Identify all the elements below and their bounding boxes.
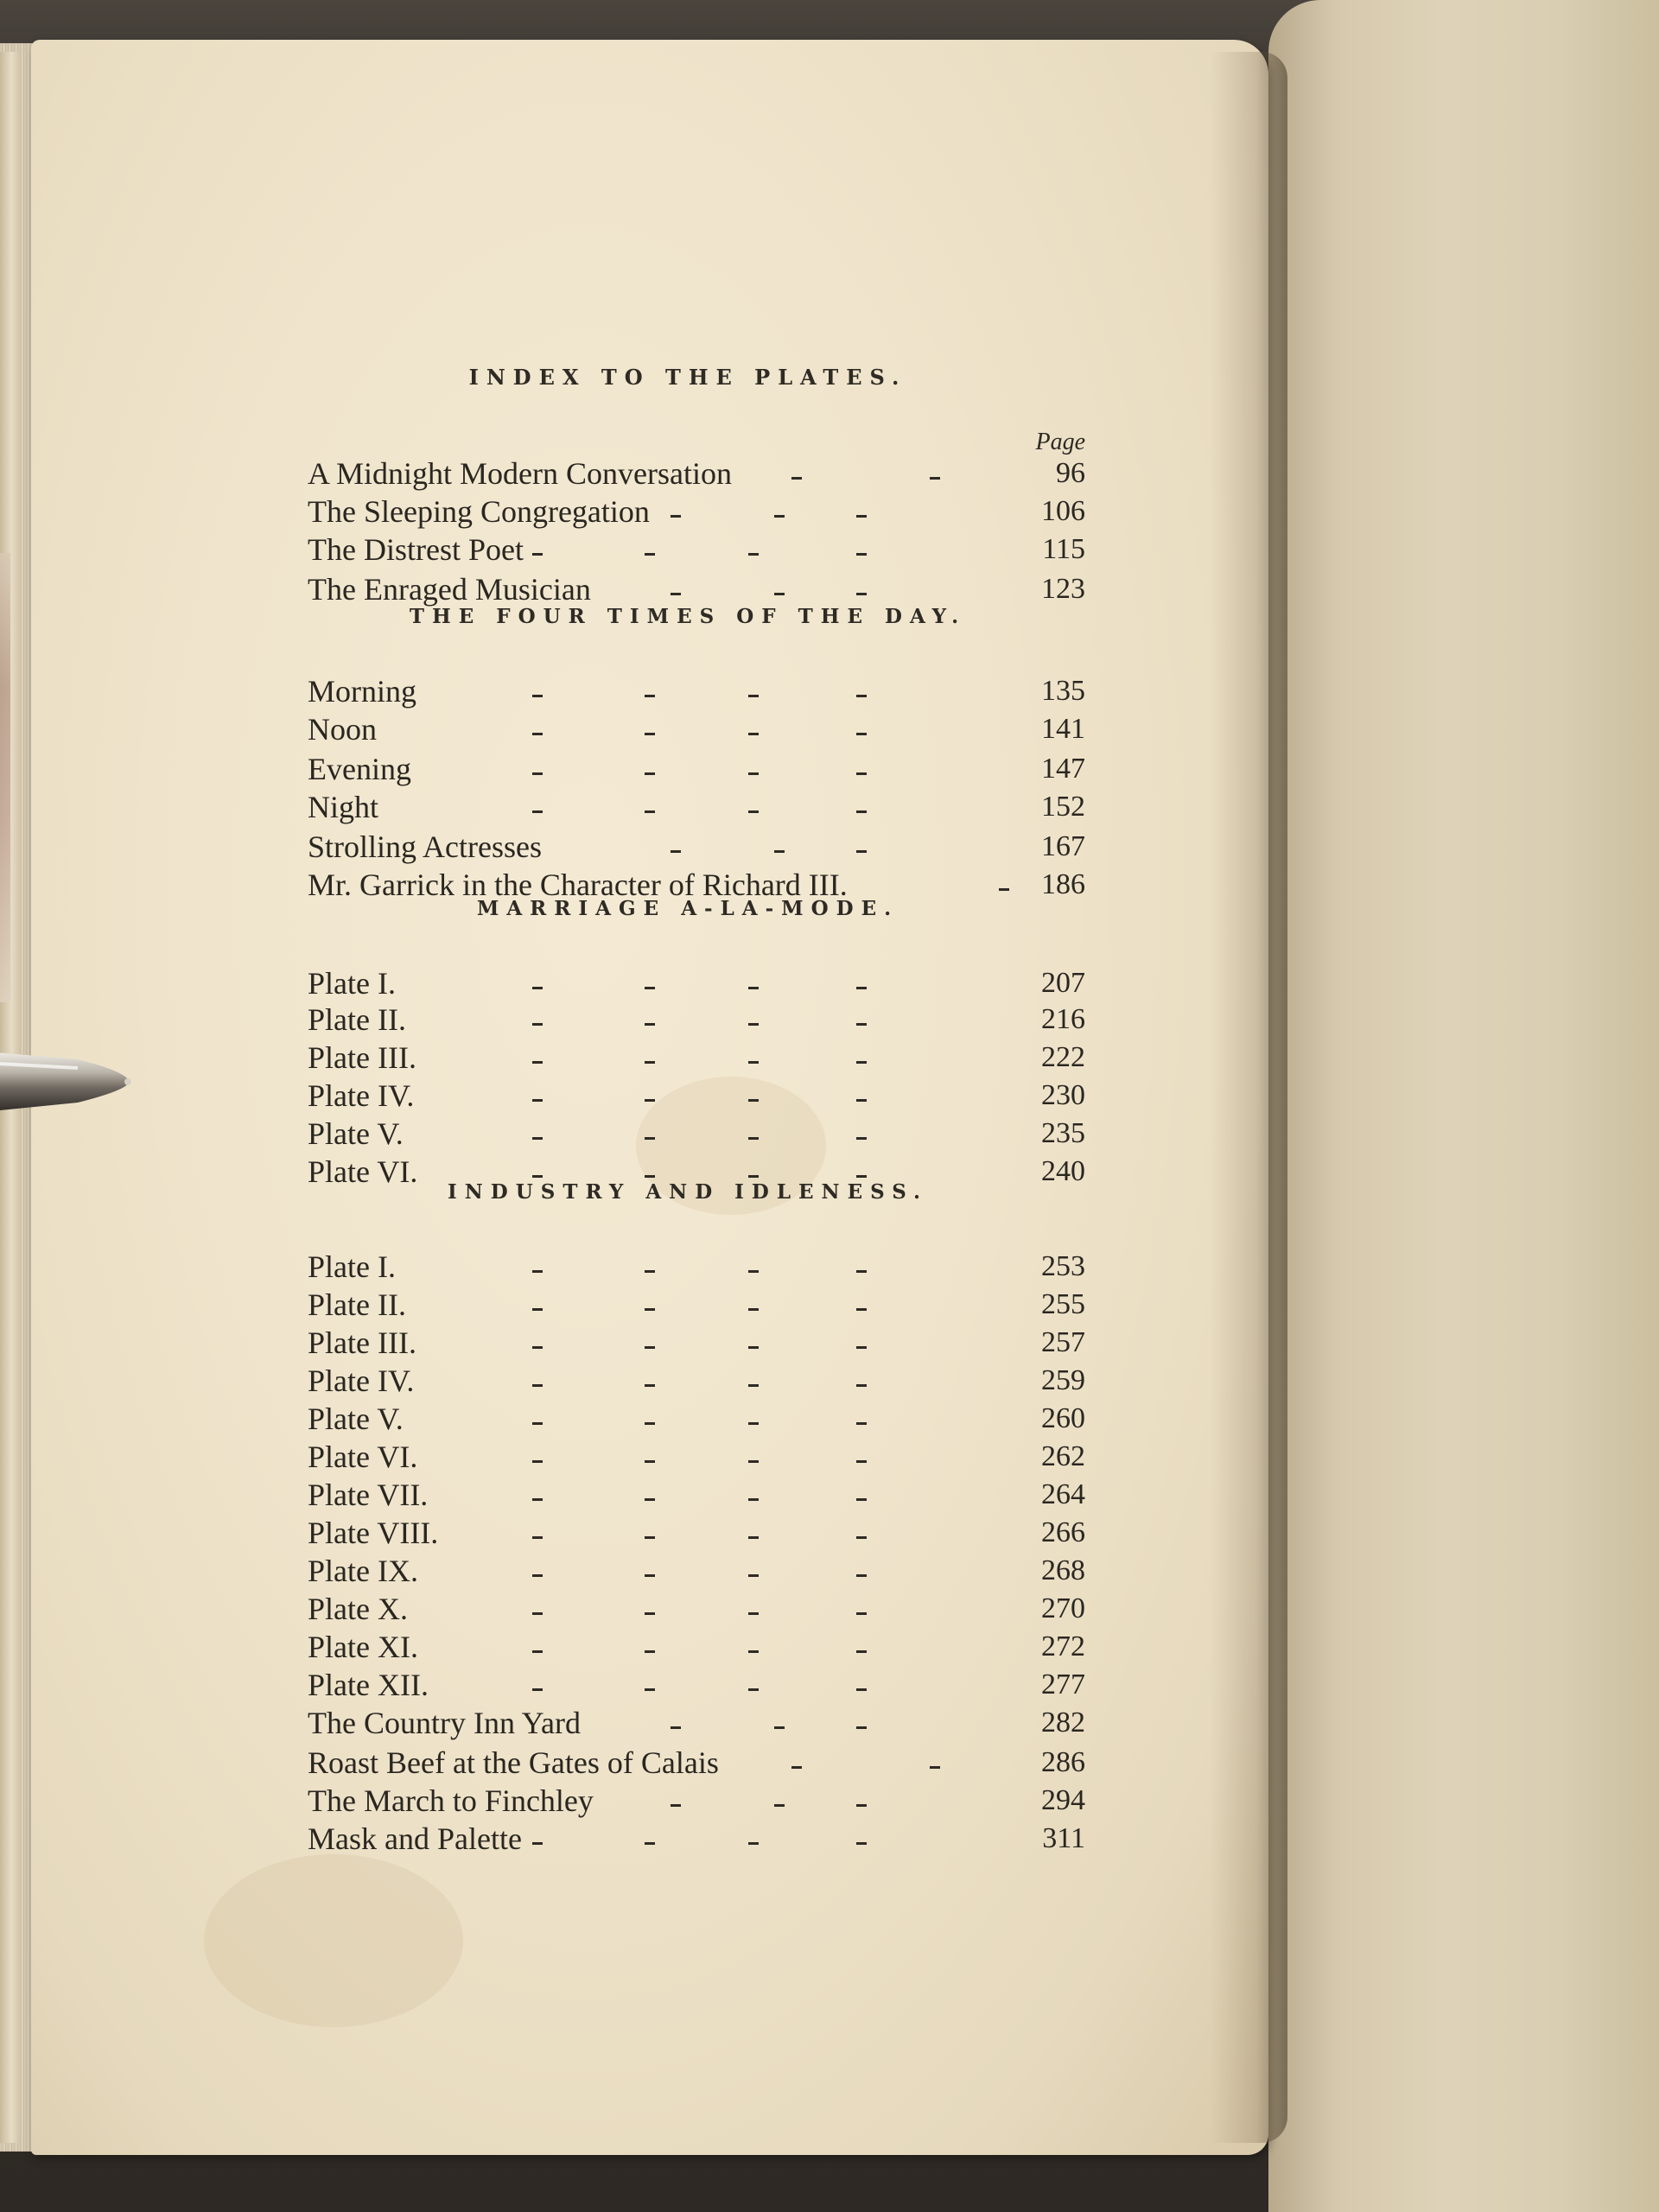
- leader-dash: [748, 733, 759, 735]
- index-entry-row: [308, 1400, 1085, 1438]
- leader-dash: [748, 1460, 759, 1463]
- facing-page: [1268, 0, 1659, 2212]
- leader-dash: [645, 1137, 655, 1140]
- index-entry-row: [308, 1153, 1085, 1191]
- entry-page-number: 106: [1041, 495, 1085, 527]
- entry-page-number: 311: [1042, 1822, 1085, 1854]
- index-entry-row: [308, 1001, 1085, 1039]
- leader-dash: [856, 593, 867, 595]
- entry-title: Plate XI.: [308, 1630, 418, 1664]
- leader-dash: [748, 1137, 759, 1140]
- section-heading-four-times: THE FOUR TIMES OF THE DAY.: [409, 605, 967, 628]
- entry-page-number: 266: [1041, 1516, 1085, 1548]
- entry-title: Plate XII.: [308, 1668, 429, 1702]
- leader-dash: [645, 810, 655, 813]
- index-entry-row: [308, 788, 1085, 826]
- leader-dash: [532, 1422, 543, 1425]
- entry-page-number: 257: [1041, 1326, 1085, 1358]
- paper-stain: [204, 1854, 463, 2027]
- leader-dash: [856, 1612, 867, 1615]
- leader-dash: [856, 1061, 867, 1064]
- entry-page-number: 216: [1041, 1003, 1085, 1035]
- leader-dash: [748, 1061, 759, 1064]
- leader-dash: [774, 515, 785, 518]
- leader-dash: [856, 1346, 867, 1349]
- entry-title: Plate X.: [308, 1592, 408, 1626]
- index-entry-row: [308, 710, 1085, 748]
- entry-title: Evening: [308, 752, 411, 786]
- leader-dash: [645, 772, 655, 775]
- index-entry-row: [308, 1039, 1085, 1077]
- leader-dash: [671, 593, 681, 595]
- leader-dash: [748, 1023, 759, 1026]
- leader-dash: [748, 1422, 759, 1425]
- index-entry-row: [308, 1286, 1085, 1324]
- leader-dash: [856, 1175, 867, 1178]
- leader-dash: [748, 1536, 759, 1539]
- leader-dash: [856, 1804, 867, 1807]
- index-entry-row: [308, 964, 1085, 1002]
- leader-dash: [856, 1536, 867, 1539]
- leader-dash: [532, 1175, 543, 1178]
- leader-dash: [645, 1175, 655, 1178]
- leader-dash: [856, 1308, 867, 1311]
- index-entry-row: [308, 1552, 1085, 1590]
- leader-dash: [645, 1099, 655, 1102]
- entry-title: Plate IV.: [308, 1078, 415, 1113]
- leader-dash: [856, 810, 867, 813]
- index-entry-row: [308, 1628, 1085, 1666]
- entry-title: Morning: [308, 674, 416, 709]
- left-plate-sliver: [0, 553, 10, 1002]
- entry-page-number: 147: [1041, 753, 1085, 785]
- leader-dash: [856, 1688, 867, 1691]
- entry-page-number: 167: [1041, 830, 1085, 862]
- leader-dash: [645, 1574, 655, 1577]
- leader-dash: [748, 695, 759, 697]
- leader-dash: [856, 1726, 867, 1729]
- leader-dash: [532, 1308, 543, 1311]
- entry-page-number: 272: [1041, 1630, 1085, 1662]
- leader-dash: [856, 733, 867, 735]
- entry-title: Plate VII.: [308, 1478, 429, 1512]
- index-entry-row: [308, 1438, 1085, 1476]
- leader-dash: [856, 695, 867, 697]
- index-entry-row: [308, 454, 1085, 493]
- index-entry-row: [308, 1476, 1085, 1514]
- index-entry-row: [308, 1115, 1085, 1153]
- leader-dash: [856, 515, 867, 518]
- leader-dash: [532, 1270, 543, 1273]
- leader-dash: [532, 1099, 543, 1102]
- leader-dash: [856, 1498, 867, 1501]
- index-page: [31, 40, 1268, 2155]
- leader-dash: [532, 987, 543, 989]
- leader-dash: [856, 1384, 867, 1387]
- entry-title: Plate III.: [308, 1325, 416, 1360]
- leader-dash: [748, 772, 759, 775]
- entry-page-number: 235: [1041, 1117, 1085, 1149]
- entry-page-number: 259: [1041, 1364, 1085, 1396]
- leader-dash: [532, 733, 543, 735]
- leader-dash: [645, 1650, 655, 1653]
- leader-dash: [930, 1766, 940, 1769]
- entry-title: Plate II.: [308, 1002, 406, 1037]
- entry-title: Strolling Actresses: [308, 830, 542, 864]
- index-entry-row: [308, 1248, 1085, 1286]
- leader-dash: [748, 1270, 759, 1273]
- entry-title: Plate V.: [308, 1402, 404, 1436]
- leader-dash: [856, 987, 867, 989]
- leader-dash: [856, 1137, 867, 1140]
- entry-title: Plate I.: [308, 1249, 396, 1284]
- leader-dash: [748, 1346, 759, 1349]
- leader-dash: [645, 1061, 655, 1064]
- index-entry-row: [308, 866, 1085, 904]
- leader-dash: [748, 1574, 759, 1577]
- entry-page-number: 152: [1041, 791, 1085, 823]
- index-entry-row: [308, 570, 1085, 608]
- pen-bookmark-icon: [0, 1033, 135, 1127]
- entry-title: Plate VI.: [308, 1154, 418, 1189]
- leader-dash: [532, 1536, 543, 1539]
- leader-dash: [856, 1842, 867, 1845]
- leader-dash: [645, 1460, 655, 1463]
- entry-page-number: 141: [1041, 713, 1085, 745]
- leader-dash: [532, 772, 543, 775]
- entry-page-number: 264: [1041, 1478, 1085, 1510]
- leader-dash: [748, 1308, 759, 1311]
- leader-dash: [645, 733, 655, 735]
- entry-title: Night: [308, 790, 379, 824]
- leader-dash: [532, 1498, 543, 1501]
- leader-dash: [748, 1384, 759, 1387]
- leader-dash: [748, 987, 759, 989]
- leader-dash: [748, 1842, 759, 1845]
- leader-dash: [748, 1099, 759, 1102]
- entry-page-number: 186: [1041, 868, 1085, 900]
- entry-page-number: 123: [1041, 573, 1085, 605]
- index-entry-row: [308, 1077, 1085, 1115]
- entry-title: Mask and Palette: [308, 1821, 522, 1856]
- entry-page-number: 282: [1041, 1707, 1085, 1738]
- leader-dash: [774, 593, 785, 595]
- leader-dash: [532, 695, 543, 697]
- leader-dash: [645, 553, 655, 556]
- leader-dash: [856, 1270, 867, 1273]
- leader-dash: [532, 1842, 543, 1845]
- index-entry-row: [308, 1744, 1085, 1782]
- leader-dash: [645, 1422, 655, 1425]
- leader-dash: [671, 1726, 681, 1729]
- index-entry-row: [308, 1666, 1085, 1704]
- entry-title: Plate III.: [308, 1040, 416, 1075]
- leader-dash: [856, 772, 867, 775]
- entry-title: Plate IX.: [308, 1554, 418, 1588]
- index-entry-row: [308, 672, 1085, 710]
- leader-dash: [791, 1766, 802, 1769]
- section-heading-industry: INDUSTRY AND IDLENESS.: [447, 1180, 929, 1204]
- entry-title: Roast Beef at the Gates of Calais: [308, 1745, 719, 1780]
- leader-dash: [856, 1099, 867, 1102]
- leader-dash: [748, 1612, 759, 1615]
- leader-dash: [856, 553, 867, 556]
- entry-page-number: 135: [1041, 675, 1085, 707]
- entry-title: Plate V.: [308, 1116, 404, 1151]
- leader-dash: [791, 477, 802, 480]
- leader-dash: [532, 1460, 543, 1463]
- entry-page-number: 268: [1041, 1554, 1085, 1586]
- leader-dash: [645, 1384, 655, 1387]
- leader-dash: [671, 515, 681, 518]
- entry-page-number: 255: [1041, 1288, 1085, 1320]
- leader-dash: [856, 1023, 867, 1026]
- leader-dash: [532, 1574, 543, 1577]
- leader-dash: [645, 1498, 655, 1501]
- leader-dash: [645, 1688, 655, 1691]
- leader-dash: [532, 1137, 543, 1140]
- leader-dash: [532, 1384, 543, 1387]
- entry-title: Plate II.: [308, 1287, 406, 1322]
- entry-page-number: 294: [1041, 1784, 1085, 1816]
- leader-dash: [532, 1612, 543, 1615]
- entry-page-number: 230: [1041, 1079, 1085, 1111]
- section-heading-marriage: MARRIAGE A-LA-MODE.: [476, 897, 899, 920]
- leader-dash: [856, 1460, 867, 1463]
- entry-title: A Midnight Modern Conversation: [308, 456, 732, 491]
- leader-dash: [856, 1422, 867, 1425]
- leader-dash: [532, 1023, 543, 1026]
- leader-dash: [748, 810, 759, 813]
- entry-title: Plate VIII.: [308, 1516, 439, 1550]
- leader-dash: [671, 850, 681, 853]
- leader-dash: [645, 1612, 655, 1615]
- leader-dash: [532, 810, 543, 813]
- entry-page-number: 260: [1041, 1402, 1085, 1434]
- page-curl-shadow: [1210, 52, 1287, 2143]
- leader-dash: [774, 1726, 785, 1729]
- index-entry-row: [308, 493, 1085, 531]
- entry-page-number: 240: [1041, 1155, 1085, 1187]
- index-entry-row: [308, 1362, 1085, 1400]
- leader-dash: [856, 850, 867, 853]
- entry-page-number: 277: [1041, 1669, 1085, 1700]
- index-entry-row: [308, 1324, 1085, 1362]
- leader-dash: [856, 1574, 867, 1577]
- index-entry-row: [308, 1704, 1085, 1742]
- leader-dash: [748, 1498, 759, 1501]
- leader-dash: [532, 1061, 543, 1064]
- index-heading: INDEX TO THE PLATES.: [468, 365, 907, 390]
- leader-dash: [748, 553, 759, 556]
- entry-page-number: 207: [1041, 967, 1085, 999]
- entry-title: The Enraged Musician: [308, 572, 591, 607]
- entry-page-number: 253: [1041, 1250, 1085, 1282]
- leader-dash: [748, 1650, 759, 1653]
- leader-dash: [856, 1650, 867, 1653]
- entry-title: Plate IV.: [308, 1363, 415, 1398]
- entry-title: Plate VI.: [308, 1440, 418, 1474]
- leader-dash: [645, 1842, 655, 1845]
- leader-dash: [671, 1804, 681, 1807]
- index-entry-row: [308, 531, 1085, 569]
- leader-dash: [532, 1346, 543, 1349]
- leader-dash: [645, 1346, 655, 1349]
- leader-dash: [645, 1270, 655, 1273]
- leader-dash: [532, 1650, 543, 1653]
- entry-title: Mr. Garrick in the Character of Richard III.: [308, 868, 848, 902]
- index-entry-row: [308, 1782, 1085, 1820]
- leader-dash: [748, 1175, 759, 1178]
- leader-dash: [645, 1308, 655, 1311]
- leader-dash: [532, 1688, 543, 1691]
- index-entry-row: [308, 1514, 1085, 1552]
- entry-page-number: 270: [1041, 1592, 1085, 1624]
- entry-title: The Sleeping Congregation: [308, 494, 650, 529]
- entry-title: The Distrest Poet: [308, 532, 524, 567]
- leader-dash: [645, 1023, 655, 1026]
- leader-dash: [645, 987, 655, 989]
- entry-title: The Country Inn Yard: [308, 1706, 581, 1740]
- entry-page-number: 262: [1041, 1440, 1085, 1472]
- entry-page-number: 286: [1041, 1746, 1085, 1778]
- leader-dash: [930, 477, 940, 480]
- leader-dash: [748, 1688, 759, 1691]
- index-entry-row: [308, 828, 1085, 866]
- leader-dash: [645, 695, 655, 697]
- entry-page-number: 115: [1042, 533, 1085, 565]
- index-entry-row: [308, 1590, 1085, 1628]
- entry-title: Plate I.: [308, 966, 396, 1001]
- index-entry-row: [308, 750, 1085, 788]
- entry-page-number: 96: [1056, 457, 1085, 489]
- entry-page-number: 222: [1041, 1041, 1085, 1073]
- leader-dash: [532, 553, 543, 556]
- index-entry-row: [308, 1820, 1085, 1858]
- entry-title: The March to Finchley: [308, 1783, 594, 1818]
- page-column-label: Page: [1035, 429, 1085, 455]
- leader-dash: [645, 1536, 655, 1539]
- entry-title: Noon: [308, 712, 377, 747]
- leader-dash: [774, 1804, 785, 1807]
- leader-dash: [774, 850, 785, 853]
